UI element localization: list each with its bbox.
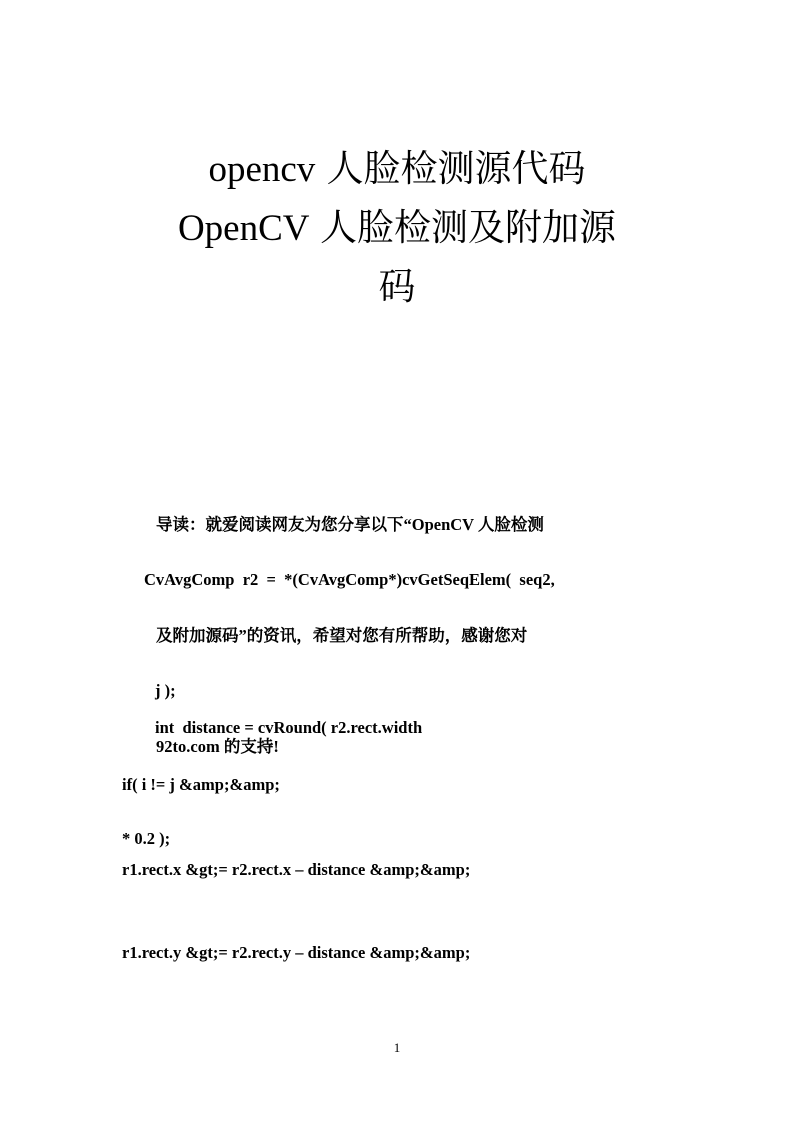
page-title bbox=[110, 140, 684, 317]
code-line-2-row bbox=[122, 681, 422, 774]
title-line-3: 码 bbox=[378, 267, 416, 308]
title-line-1: opencv 人脸检测源代码 bbox=[208, 149, 586, 190]
intro-line-3: 92to.com 的支持! bbox=[156, 737, 279, 756]
title-line-2: OpenCV 人脸检测及附加源 bbox=[177, 208, 617, 249]
code-line-1: CvAvgComp r2 = *(CvAvgComp*)cvGetSeqElem( seq2, bbox=[144, 570, 555, 589]
page-number-footer: 1 bbox=[393, 1040, 401, 1055]
code-line-2-left: j ); bbox=[155, 681, 176, 700]
code-line-2-right: int distance = cvRound( r2.rect.width bbox=[155, 718, 423, 737]
code-line-3: * 0.2 ); bbox=[122, 829, 171, 848]
condition-line-if: if( i != j &amp;&amp; bbox=[122, 775, 280, 794]
condition-line-rect-x: r1.rect.x &gt;= r2.rect.x – distance &amp;&amp; bbox=[122, 860, 471, 879]
code-block bbox=[122, 561, 672, 857]
intro-line-1: 导读：就爱阅读网友为您分享以下“OpenCV 人脸检测 bbox=[156, 515, 544, 534]
condition-line-rect-y: r1.rect.y &gt;= r2.rect.y – distance &amp;&amp; bbox=[122, 943, 471, 962]
intro-line-2: 及附加源码”的资讯，希望对您有所帮助，感谢您对 bbox=[156, 626, 528, 645]
